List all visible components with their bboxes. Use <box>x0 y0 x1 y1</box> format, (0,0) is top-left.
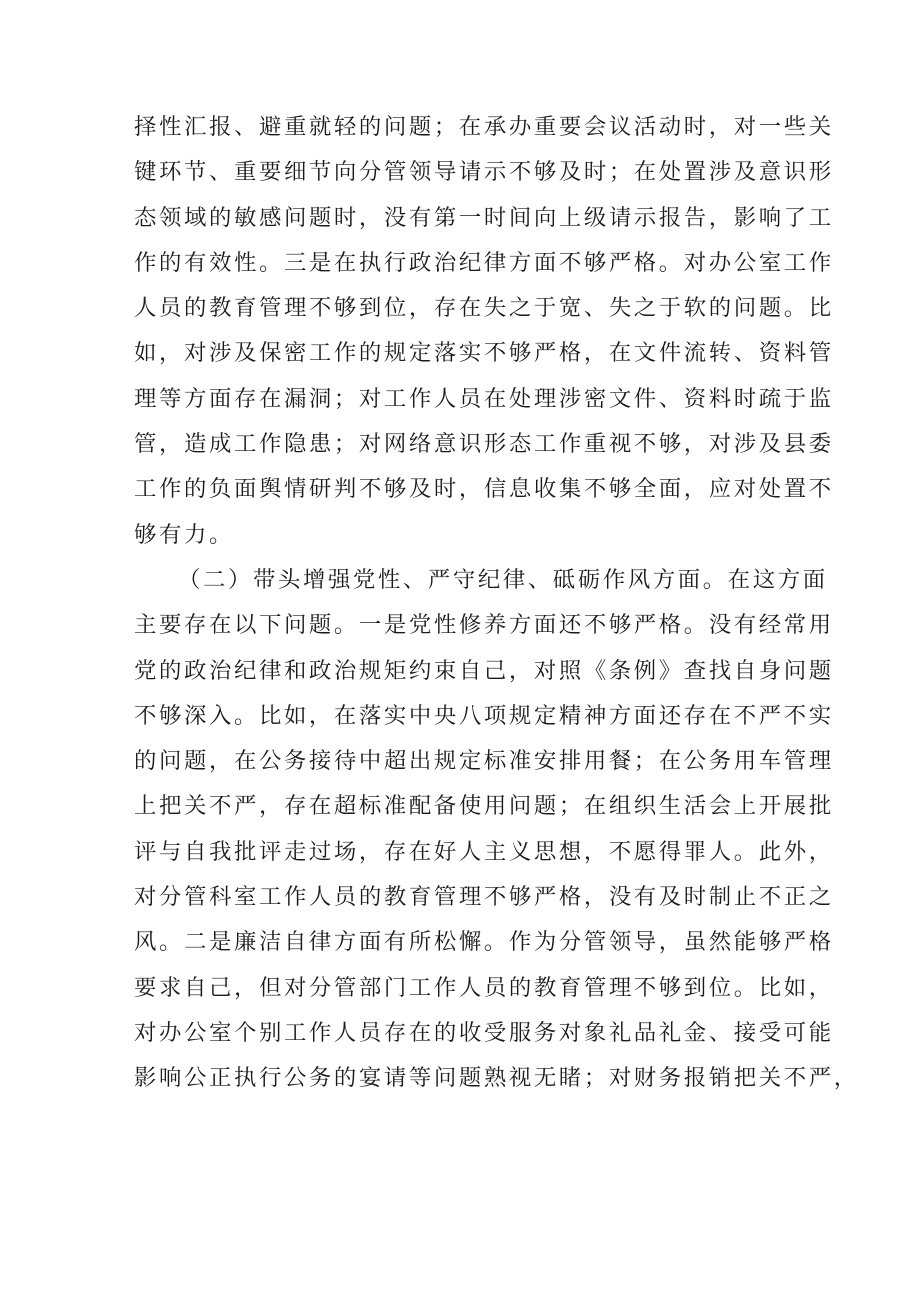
text-line: 择性汇报、避重就轻的问题；在承办重要会议活动时，对一些关 <box>134 114 834 140</box>
text-line: 作的有效性。三是在执行政治纪律方面不够严格。对办公室工作 <box>134 249 834 276</box>
text-line: 理等方面存在漏洞；对工作人员在处理涉密文件、资料时疏于监 <box>134 385 834 412</box>
text-line: 影响公正执行公务的宴请等问题熟视无睹；对财务报销把关不严， <box>134 1065 859 1092</box>
text-line: 对分管科室工作人员的教育管理不够严格，没有及时制止不正之 <box>134 884 834 911</box>
text-line: 人员的教育管理不够到位，存在失之于宽、失之于软的问题。比 <box>134 295 834 322</box>
text-line: 的问题，在公务接待中超出规定标准安排用餐；在公务用车管理 <box>134 748 834 775</box>
text-line: 如，对涉及保密工作的规定落实不够严格，在文件流转、资料管 <box>134 340 834 367</box>
text-line: 管，造成工作隐患；对网络意识形态工作重视不够，对涉及县委 <box>134 431 834 458</box>
text-line: 评与自我批评走过场，存在好人主义思想，不愿得罪人。此外， <box>134 838 834 865</box>
body-text <box>134 105 859 1102</box>
text-line: 对办公室个别工作人员存在的收受服务对象礼品礼金、接受可能 <box>134 1019 834 1046</box>
text-line: 不够深入。比如，在落实中央八项规定精神方面还存在不严不实 <box>134 702 834 729</box>
section-heading-line: （二）带头增强党性、严守纪律、砥砺作风方面。在这方面 <box>178 566 828 593</box>
text-line: 键环节、重要细节向分管领导请示不够及时；在处置涉及意识形 <box>134 159 834 186</box>
text-line: 够有力。 <box>134 521 234 548</box>
text-line: 党的政治纪律和政治规矩约束自己，对照《条例》查找自身问题 <box>134 657 834 684</box>
text-line: 上把关不严，存在超标准配备使用问题；在组织生活会上开展批 <box>134 793 834 820</box>
text-line: 态领域的敏感问题时，没有第一时间向上级请示报告，影响了工 <box>134 204 834 231</box>
text-line: 主要存在以下问题。一是党性修养方面还不够严格。没有经常用 <box>134 612 834 639</box>
text-line: 要求自己，但对分管部门工作人员的教育管理不够到位。比如， <box>134 974 834 1001</box>
text-line: 风。二是廉洁自律方面有所松懈。作为分管领导，虽然能够严格 <box>134 929 834 956</box>
text-line: 工作的负面舆情研判不够及时，信息收集不够全面，应对处置不 <box>134 476 834 503</box>
